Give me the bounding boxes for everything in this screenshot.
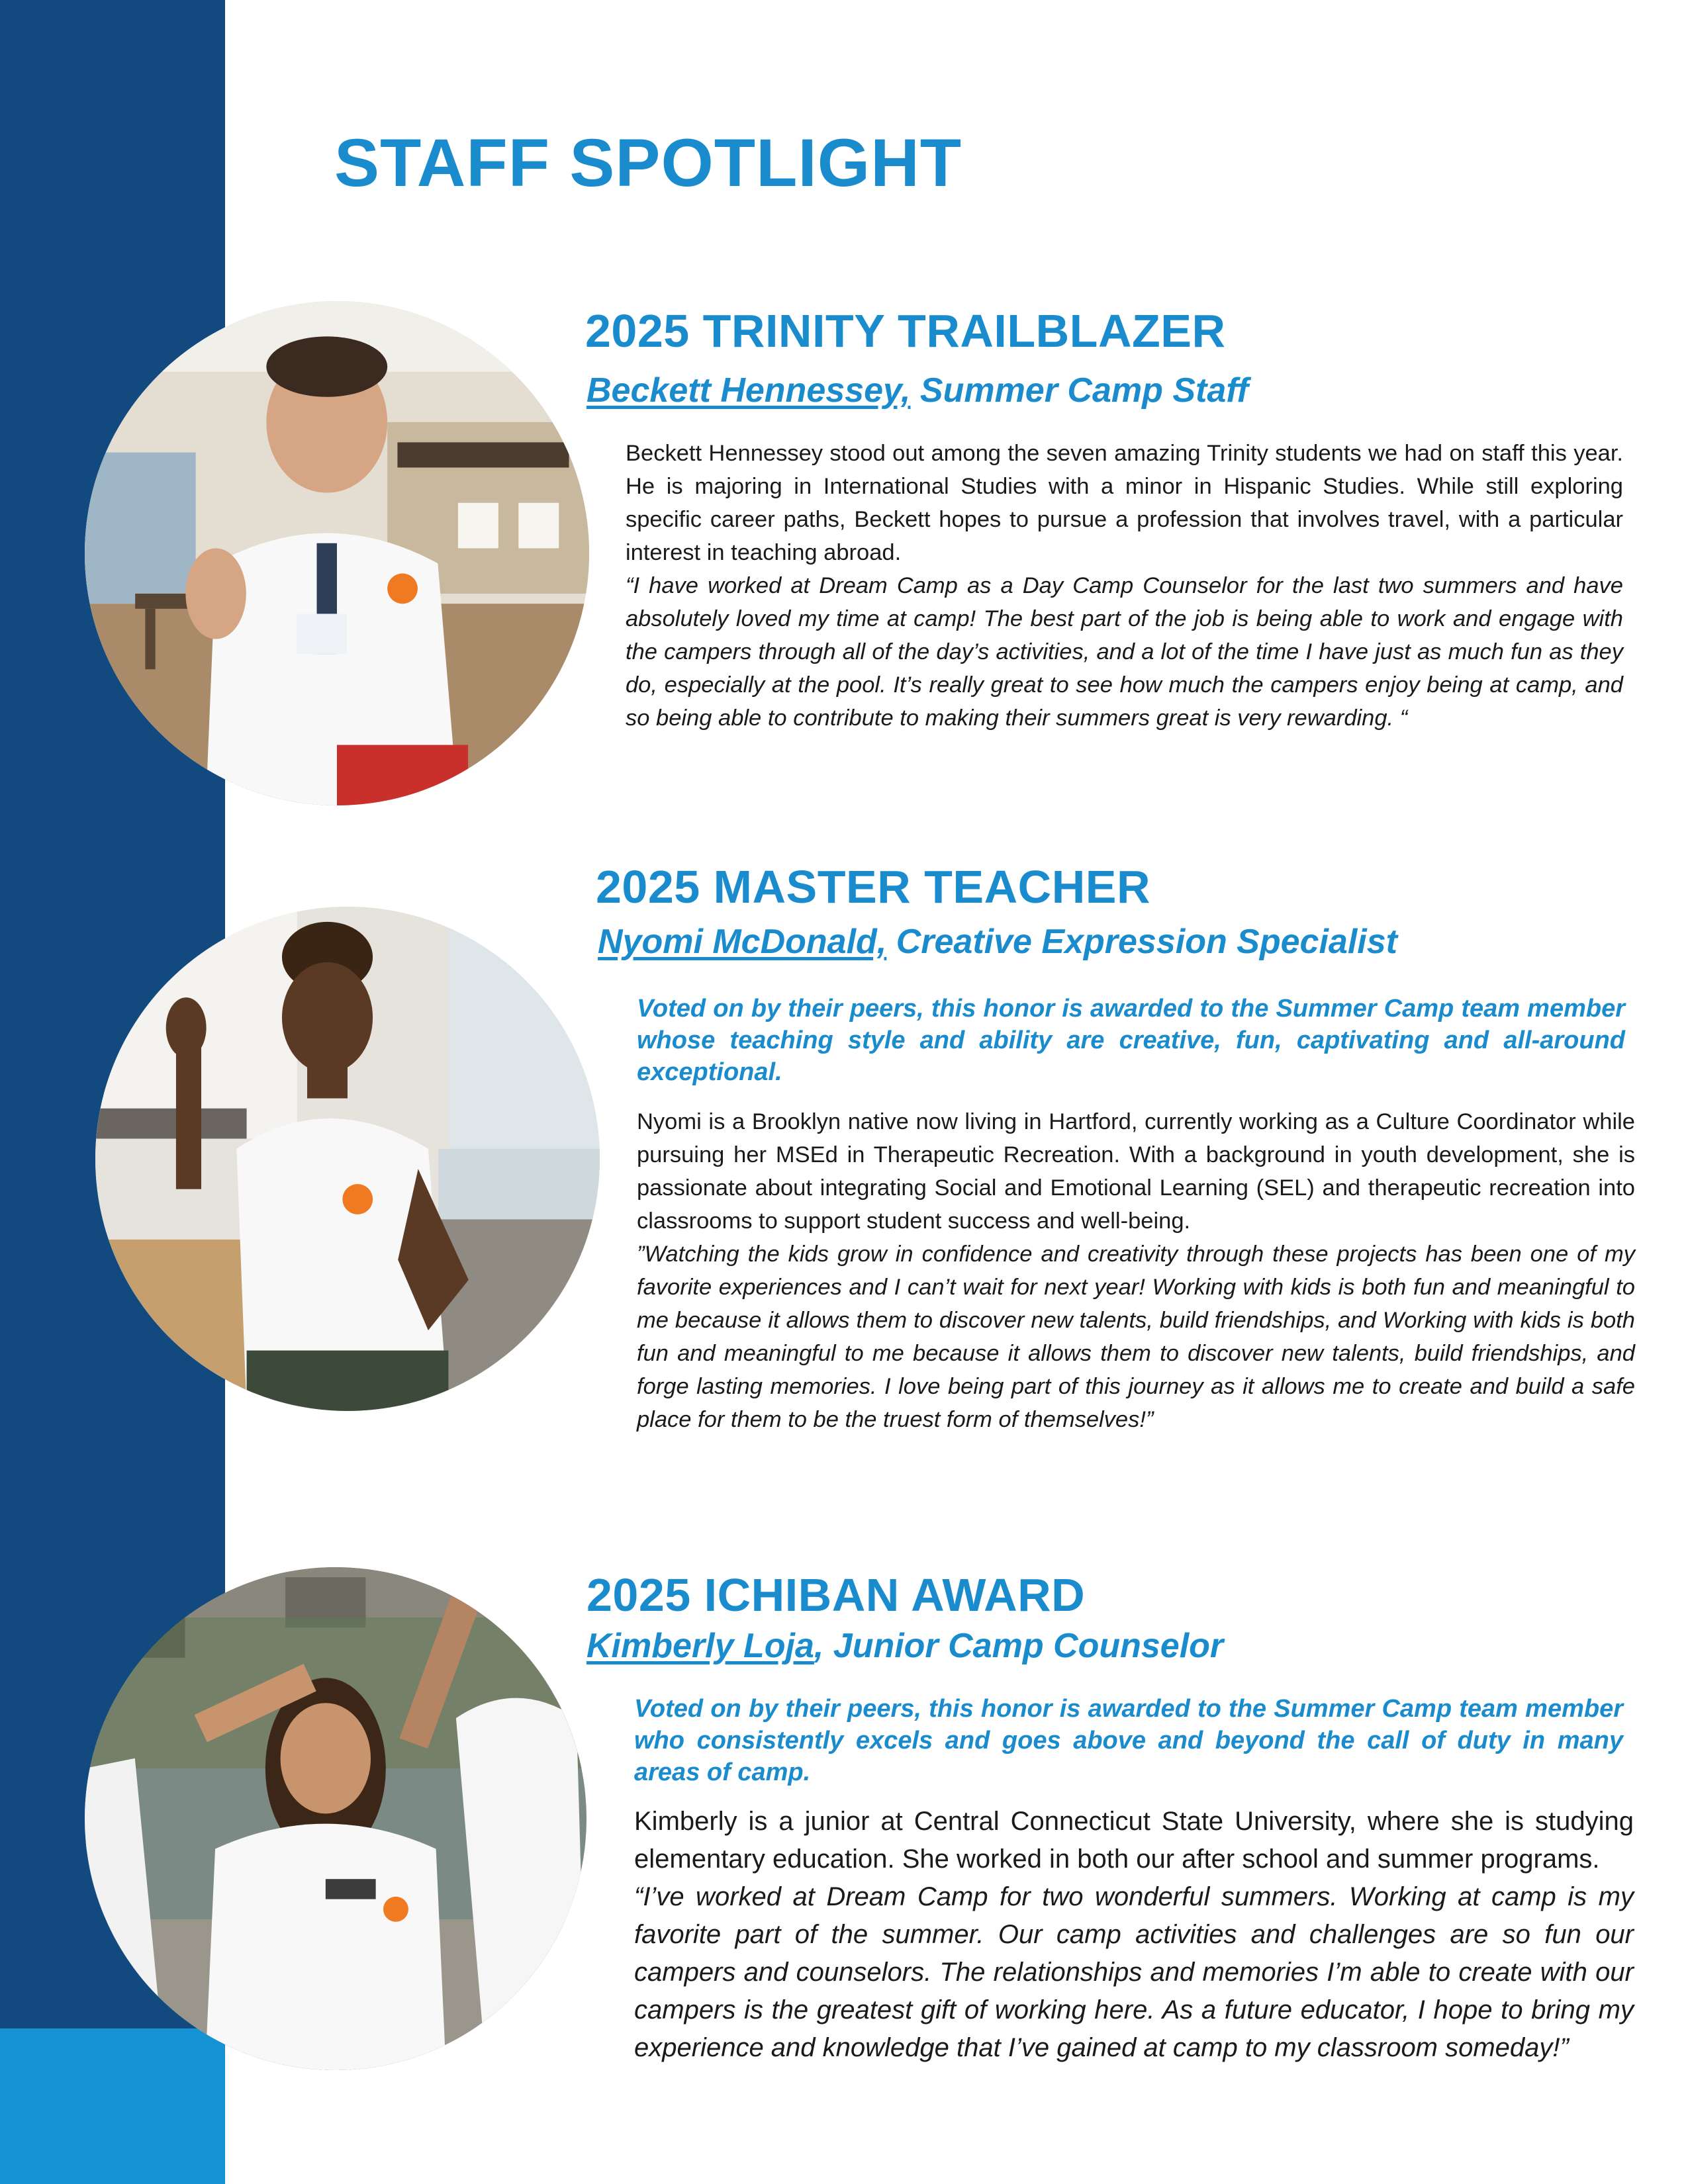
recipient-role: , Junior Camp Counselor <box>814 1627 1224 1665</box>
recipient-name: Nyomi McDonald, <box>598 923 887 961</box>
quote-text: “I have worked at Dream Camp as a Day Camp Counselor for the last two summers and have absolutely loved my time at camp! The best part of the job is being able to work and engage with the campers through all of the day’s activities, and a lot of the time I have just as much fun as they do, especially at the pool. It’s really great to see how much the campers enjoy being at camp, and so being able to contribute to making their summers great is very rewarding. “ <box>626 573 1623 731</box>
quote-text: “I’ve worked at Dream Camp for two wonderful summers. Working at camp is my favorite part of the summer. Our camp activities and challenges are so fun our campers and counselors. The relationships and memories I’m able to create with our campers is the greatest gift of working here. As a future educator, I hope to bring my experience and knowledge that I’ve gained at camp to my classroom someday!” <box>634 1882 1634 2062</box>
bio-text: Kimberly is a junior at Central Connecticut State University, where she is studying elementary education. She worked in both our after school and summer programs. <box>634 1807 1634 1874</box>
award-recipient-kimberly <box>586 1626 1223 1666</box>
page-title: STAFF SPOTLIGHT <box>334 125 962 201</box>
bio-text: Nyomi is a Brooklyn native now living in Hartford, currently working as a Culture Coordinator while pursuing her MSEd in Therapeutic Recreation. With a background in youth development, she is passionate about integrating Social and Emotional Learning (SEL) and therapeutic recreation into classrooms to support student success and well-being. <box>637 1109 1635 1234</box>
kimberly-photo <box>85 1567 586 2070</box>
quote-text: ”Watching the kids grow in confidence and creativity through these projects has been one of my favorite experiences and I can’t wait for next year! Working with kids is both fun and meaningful to me because it allows them to discover new talents, build friendships, and Working with kids is both fun and meaningful to me because it allows them to discover new talents, build friendships, and forge lasting memories. I love being part of this journey as it allows me to create and build a safe place for them to be the truest form of themselves!” <box>637 1242 1635 1432</box>
recipient-name: Kimberly Loja <box>586 1627 814 1665</box>
beckett-photo <box>85 301 589 805</box>
recipient-role: Creative Expression Specialist <box>886 923 1397 961</box>
recipient-name: Beckett Hennessey, <box>586 371 911 410</box>
master-teacher-honor: Voted on by their peers, this honor is awarded to the Summer Camp team member whose teaching style and ability are creative, fun, captivating and all-around exceptional. <box>637 995 1625 1086</box>
award-title-ichiban: 2025 ICHIBAN AWARD <box>586 1569 1086 1621</box>
nyomi-photo <box>95 907 600 1411</box>
bio-text: Beckett Hennessey stood out among the seven amazing Trinity students we had on staff this year. He is majoring in International Studies with a minor in Hispanic Studies. While still exploring specific career paths, Beckett hopes to pursue a profession that involves travel, with a particular interest in teaching abroad. <box>626 441 1623 565</box>
award-recipient-beckett <box>586 371 1248 410</box>
recipient-role: Summer Camp Staff <box>910 371 1248 410</box>
kimberly-bio <box>634 1803 1634 2067</box>
award-recipient-nyomi <box>598 922 1397 962</box>
award-title-master-teacher: 2025 MASTER TEACHER <box>596 861 1151 913</box>
ichiban-honor: Voted on by their peers, this honor is awarded to the Summer Camp team member who consistently excels and goes above and beyond the call of duty in many areas of camp. <box>634 1695 1623 1786</box>
nyomi-photo-illustration <box>95 907 600 1411</box>
beckett-bio <box>626 437 1623 735</box>
award-title-trailblazer: 2025 TRINITY TRAILBLAZER <box>585 305 1226 357</box>
kimberly-photo-illustration <box>85 1567 586 2070</box>
beckett-photo-illustration <box>85 301 589 805</box>
nyomi-bio <box>637 1105 1635 1436</box>
sidebar-accent-band <box>0 2028 225 2184</box>
